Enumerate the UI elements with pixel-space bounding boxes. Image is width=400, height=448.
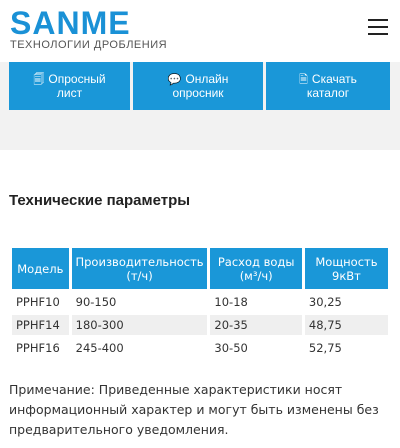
pdf-icon: 🗎 <box>299 74 308 86</box>
download-catalog-label-1: Скачать <box>311 72 357 86</box>
chat-icon: 💬 <box>167 74 182 86</box>
cell-power: 52,75 <box>308 341 342 355</box>
logo[interactable] <box>10 6 167 51</box>
cell-power: 30,25 <box>308 295 342 309</box>
questionnaire-button[interactable] <box>9 62 130 110</box>
cell-capacity: 90-150 <box>75 295 117 309</box>
hamburger-icon[interactable] <box>368 19 388 37</box>
download-catalog-button[interactable] <box>266 62 390 110</box>
disclaimer-note: Примечание: Приведенные характеристики носят информационный характер и могут быть изменены без предварительного уведомления. <box>9 382 379 437</box>
cell-capacity: 245-400 <box>75 341 124 355</box>
download-catalog-label-2: каталог <box>306 86 350 100</box>
cell-water: 30-50 <box>214 341 248 355</box>
col-header-capacity: Производительность (т/ч) <box>72 248 208 289</box>
online-survey-label-2: опросник <box>172 86 224 100</box>
table-row <box>12 338 388 358</box>
logo-tagline: ТЕХНОЛОГИИ ДРОБЛЕНИЯ <box>10 39 168 51</box>
cell-power: 48,75 <box>305 315 388 335</box>
logo-text: SANME <box>10 5 131 41</box>
document-icon: 🗐 <box>33 74 45 86</box>
params-table <box>9 245 391 361</box>
online-survey-button[interactable] <box>133 62 263 110</box>
section-title: Технические параметры <box>9 192 191 209</box>
table-header-row <box>12 248 388 289</box>
col-header-water: Расход воды (м³/ч) <box>210 248 301 289</box>
online-survey-label-1: Онлайн <box>185 72 229 86</box>
col-header-model: Модель <box>12 248 69 289</box>
questionnaire-label-2: лист <box>56 86 83 100</box>
questionnaire-label-1: Опросный <box>48 72 106 86</box>
cell-model: PPHF14 <box>12 315 69 335</box>
cell-model: PPHF16 <box>16 341 60 355</box>
action-band <box>0 62 400 150</box>
cell-water: 10-18 <box>214 295 248 309</box>
cell-capacity: 180-300 <box>72 315 208 335</box>
cell-model: PPHF10 <box>16 295 60 309</box>
header <box>0 0 400 62</box>
table-row <box>12 315 388 335</box>
col-header-power: Мощность 9кВт <box>305 248 388 289</box>
cell-water: 20-35 <box>210 315 301 335</box>
table-row <box>12 292 388 312</box>
